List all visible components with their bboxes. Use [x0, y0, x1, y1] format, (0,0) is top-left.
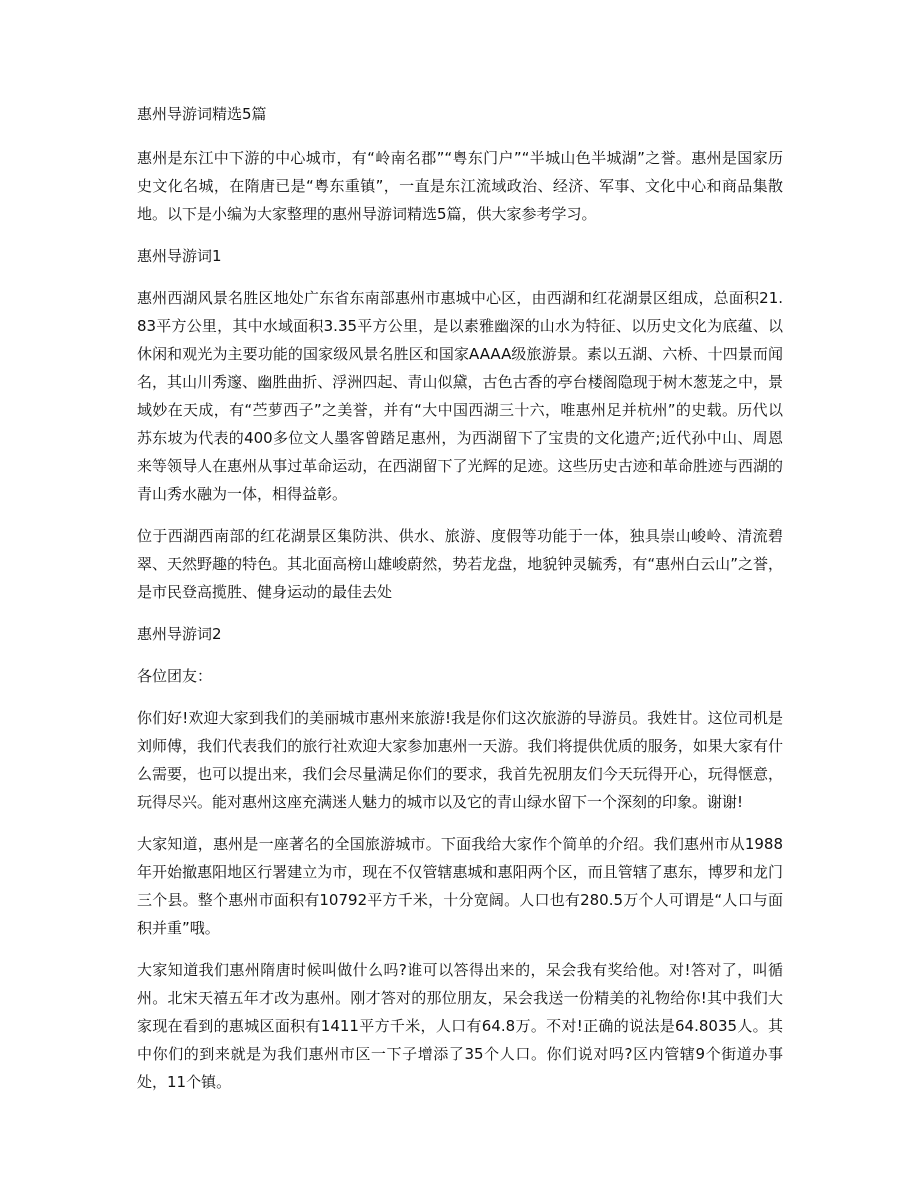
section1-paragraph-2: 位于西湖西南部的红花湖景区集防洪、供水、旅游、度假等功能于一体，独具崇山峻岭、清流碧翠、天然野趣的特色。其北面高榜山雄峻蔚然，势若龙盘，地貌钟灵毓秀，有“惠州白云山”之誉，是市民登高揽胜、健身运动的最佳去处 — [137, 527, 783, 601]
section2-paragraph-3: 大家知道我们惠州隋唐时候叫做什么吗?谁可以答得出来的，呆会我有奖给他。对!答对了，叫循州。北宋天禧五年才改为惠州。刚才答对的那位朋友，呆会我送一份精美的礼物给你!其中我们大家现在看到的惠城区面积有1411平方千米，人口有64.8万。不对!正确的说法是64.8035人。其中你们的到来就是为我们惠州市区一下子增添了35个人口。你们说对吗?区内管辖9个街道办事处，11个镇。 — [137, 961, 783, 1091]
intro-paragraph: 惠州是东江中下游的中心城市，有“岭南名郡”“粤东门户”“半城山色半城湖”之誉。惠州是国家历史文化名城，在隋唐已是“粤东重镇”，一直是东江流域政治、经济、军事、文化中心和商品集散地。以下是小编为大家整理的惠州导游词精选5篇，供大家参考学习。 — [137, 149, 783, 223]
section2-heading: 惠州导游词2 — [137, 625, 222, 643]
section2-greeting: 各位团友： — [137, 667, 213, 685]
section2-paragraph-1: 你们好!欢迎大家到我们的美丽城市惠州来旅游!我是你们这次旅游的导游员。我姓甘。这位司机是刘师傅，我们代表我们的旅行社欢迎大家参加惠州一天游。我们将提供优质的服务，如果大家有什么需要，也可以提出来，我们会尽量满足你们的要求，我首先祝朋友们今天玩得开心，玩得惬意，玩得尽兴。能对惠州这座充满迷人魅力的城市以及它的青山绿水留下一个深刻的印象。谢谢! — [137, 709, 783, 811]
section1-heading: 惠州导游词1 — [137, 247, 222, 265]
section1-paragraph-1: 惠州西湖风景名胜区地处广东省东南部惠州市惠城中心区，由西湖和红花湖景区组成，总面积21.83平方公里，其中水域面积3.35平方公里，是以素雅幽深的山水为特征、以历史文化为底蕴、以休闲和观光为主要功能的国家级风景名胜区和国家AAAA级旅游景。素以五湖、六桥、十四景而闻名，其山川秀邃、幽胜曲折、浮洲四起、青山似黛，古色古香的亭台楼阁隐现于树木葱茏之中，景域妙在天成，有“苎萝西子”之美誉，并有“大中国西湖三十六，唯惠州足并杭州”的史载。历代以苏东坡为代表的400多位文人墨客曾踏足惠州，为西湖留下了宝贵的文化遗产;近代孙中山、周恩来等领导人在惠州从事过革命运动，在西湖留下了光辉的足迹。这些历史古迹和革命胜迹与西湖的青山秀水融为一体，相得益彰。 — [137, 289, 783, 503]
document-title: 惠州导游词精选5篇 — [137, 105, 267, 123]
document-page — [137, 100, 783, 1110]
section2-paragraph-2: 大家知道，惠州是一座著名的全国旅游城市。下面我给大家作个简单的介绍。我们惠州市从1988年开始撤惠阳地区行署建立为市，现在不仅管辖惠城和惠阳两个区，而且管辖了惠东，博罗和龙门三个县。整个惠州市面积有10792平方千米，十分宽阔。人口也有280.5万个人可谓是“人口与面积并重”哦。 — [137, 835, 783, 937]
